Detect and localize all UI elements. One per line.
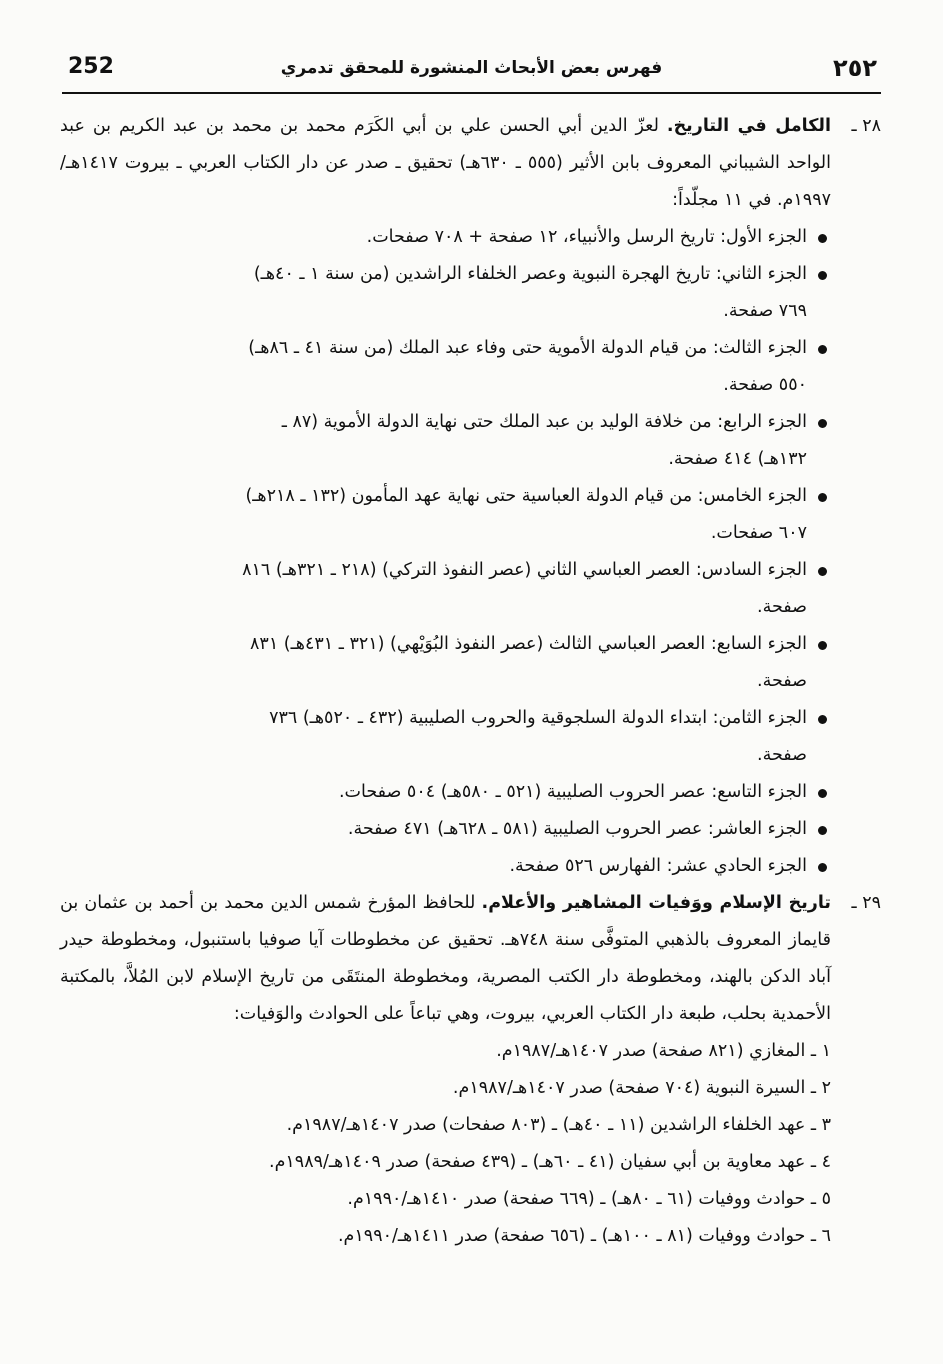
volume-text-continued: ١٣٢هـ) ٤١٤ صفحة.	[668, 449, 807, 469]
page-number-latin: 252	[68, 54, 114, 79]
list-item: ٦ ـ حوادث ووفيات (٨١ ـ ١٠٠هـ) ـ (٦٥٦ صفحة) صدر ١٤١١هـ/١٩٩٠م.	[337, 1226, 831, 1246]
volume-text: عصر الحروب الصليبية (٥٨١ ـ ٦٢٨هـ) ٤٧١ صفحة.	[347, 819, 703, 839]
entry-text: لعزّ الدين أبي الحسن علي بن أبي الكَرَم محمد بن محمد بن عبد الكريم بن عبد الواحد الشيباني المعروف بابن الأثير (٥٥٥ ـ ٦٣٠هـ) تحقيق ـ صدر عن دار الكتاب العربي ـ بيروت ١٤١٧هـ/١٩٩٧م. في ١١ مجلّداً:	[60, 116, 831, 210]
volume-label: الجزء السادس:	[695, 560, 807, 580]
volume-text: الفهارس ٥٢٦ صفحة.	[509, 856, 661, 876]
entry-29	[60, 885, 881, 1255]
list-item	[60, 330, 831, 404]
volume-text-continued: صفحة.	[757, 745, 807, 765]
list-item: ٥ ـ حوادث ووفيات (٦١ ـ ٨٠هـ) ـ (٦٦٩ صفحة) صدر ١٤١٠هـ/١٩٩٠م.	[347, 1189, 831, 1209]
entry-text: للحافظ المؤرخ شمس الدين محمد بن أحمد بن عثمان بن قايماز المعروف بالذهبي المتوفَّى سنة ٧٤٨هـ. تحقيق عن مخطوطات آيا صوفيا باستنبول، ومخطوطة حيدر آباد الدكن بالهند، ومخطوطة دار الكتب المصرية، ومخطوطة المنتَقَى من تاريخ الإسلام لابن المُلاَّ، بالمكتبة الأحمدية بحلب، طبعة دار الكتاب العربي، بيروت، وهي تباعاً على الحوادث والوَفيات:	[60, 893, 831, 1024]
page-number-arabic: ٢٥٢	[833, 54, 877, 82]
parts-list	[60, 1033, 831, 1255]
volume-label: الجزء السابع:	[710, 634, 807, 654]
volume-text-continued: ٥٥٠ صفحة.	[723, 375, 807, 395]
volume-text-continued: صفحة.	[757, 671, 807, 691]
volume-label: الجزء التاسع:	[711, 782, 807, 802]
volume-text: العصر العباسي الثاني (عصر النفوذ التركي) (٢١٨ ـ ٣٢١هـ) ٨١٦	[242, 560, 691, 580]
volume-label: الجزء الخامس:	[697, 486, 807, 506]
entry-title: الكامل في التاريخ.	[666, 116, 831, 136]
volume-label: الجزء الثالث:	[712, 338, 807, 358]
volume-text-continued: ٧٦٩ صفحة.	[723, 301, 807, 321]
list-item	[60, 219, 831, 256]
volume-text: تاريخ الرسل والأنبياء، ١٢ صفحة + ٧٠٨ صفحات.	[366, 227, 715, 247]
list-item	[60, 552, 831, 626]
volume-text: عصر الحروب الصليبية (٥٢١ ـ ٥٨٠هـ) ٥٠٤ صفحات.	[338, 782, 706, 802]
list-item	[60, 774, 831, 811]
volume-label: الجزء الثامن:	[712, 708, 807, 728]
list-item	[60, 478, 831, 552]
list-item	[60, 848, 831, 885]
volume-label: الجزء الحادي عشر:	[666, 856, 807, 876]
volume-label: الجزء العاشر:	[707, 819, 807, 839]
list-item	[60, 404, 831, 478]
volume-text: العصر العباسي الثالث (عصر النفوذ البُوَيْهي) (٣٢١ ـ ٤٣١هـ) ٨٣١	[250, 634, 706, 654]
entry-number: ٢٨ ـ	[851, 116, 881, 136]
page-header	[62, 52, 881, 94]
list-item: ٣ ـ عهد الخلفاء الراشدين (١١ ـ ٤٠هـ) ـ (٨٠٣ صفحات) صدر ١٤٠٧هـ/١٩٨٧م.	[286, 1115, 831, 1135]
entry-paragraph	[60, 108, 831, 219]
list-item: ٢ ـ السيرة النبوية (٧٠٤ صفحة) صدر ١٤٠٧هـ/١٩٨٧م.	[452, 1078, 831, 1098]
list-item	[60, 626, 831, 700]
list-item: ١ ـ المغازي (٨٢١ صفحة) صدر ١٤٠٧هـ/١٩٨٧م.	[496, 1041, 831, 1061]
volume-text-continued: ٦٠٧ صفحات.	[710, 523, 807, 543]
volume-label: الجزء الأول:	[720, 227, 807, 247]
volume-text: ابتداء الدولة السلجوقية والحروب الصليبية (٤٣٢ ـ ٥٢٠هـ) ٧٣٦	[269, 708, 708, 728]
list-item	[60, 811, 831, 848]
entry-title: تاريخ الإسلام ووَفيات المشاهير والأعلام.	[481, 893, 831, 913]
volume-text: تاريخ الهجرة النبوية وعصر الخلفاء الراشدين (من سنة ١ ـ ٤٠هـ)	[253, 264, 711, 284]
volume-label: الجزء الرابع:	[717, 412, 807, 432]
entry-paragraph	[60, 885, 831, 1033]
volume-text: من خلافة الوليد بن عبد الملك حتى نهاية الدولة الأموية (٨٧ ـ	[281, 412, 712, 432]
volume-text: من قيام الدولة العباسية حتى نهاية عهد المأمون (١٣٢ ـ ٢١٨هـ)	[245, 486, 693, 506]
volume-list	[60, 219, 831, 885]
volume-text-continued: صفحة.	[757, 597, 807, 617]
entry-28	[60, 108, 881, 885]
entry-number: ٢٩ ـ	[851, 893, 881, 913]
running-title: فهرس بعض الأبحاث المنشورة للمحقق تدمري	[280, 58, 663, 78]
list-item: ٤ ـ عهد معاوية بن أبي سفيان (٤١ ـ ٦٠هـ) ـ (٤٣٩ صفحة) صدر ١٤٠٩هـ/١٩٨٩م.	[269, 1152, 831, 1172]
volume-text: من قيام الدولة الأموية حتى وفاء عبد الملك (من سنة ٤١ ـ ٨٦هـ)	[248, 338, 708, 358]
list-item	[60, 256, 831, 330]
volume-label: الجزء الثاني:	[715, 264, 807, 284]
page-content	[60, 108, 881, 1255]
list-item	[60, 700, 831, 774]
